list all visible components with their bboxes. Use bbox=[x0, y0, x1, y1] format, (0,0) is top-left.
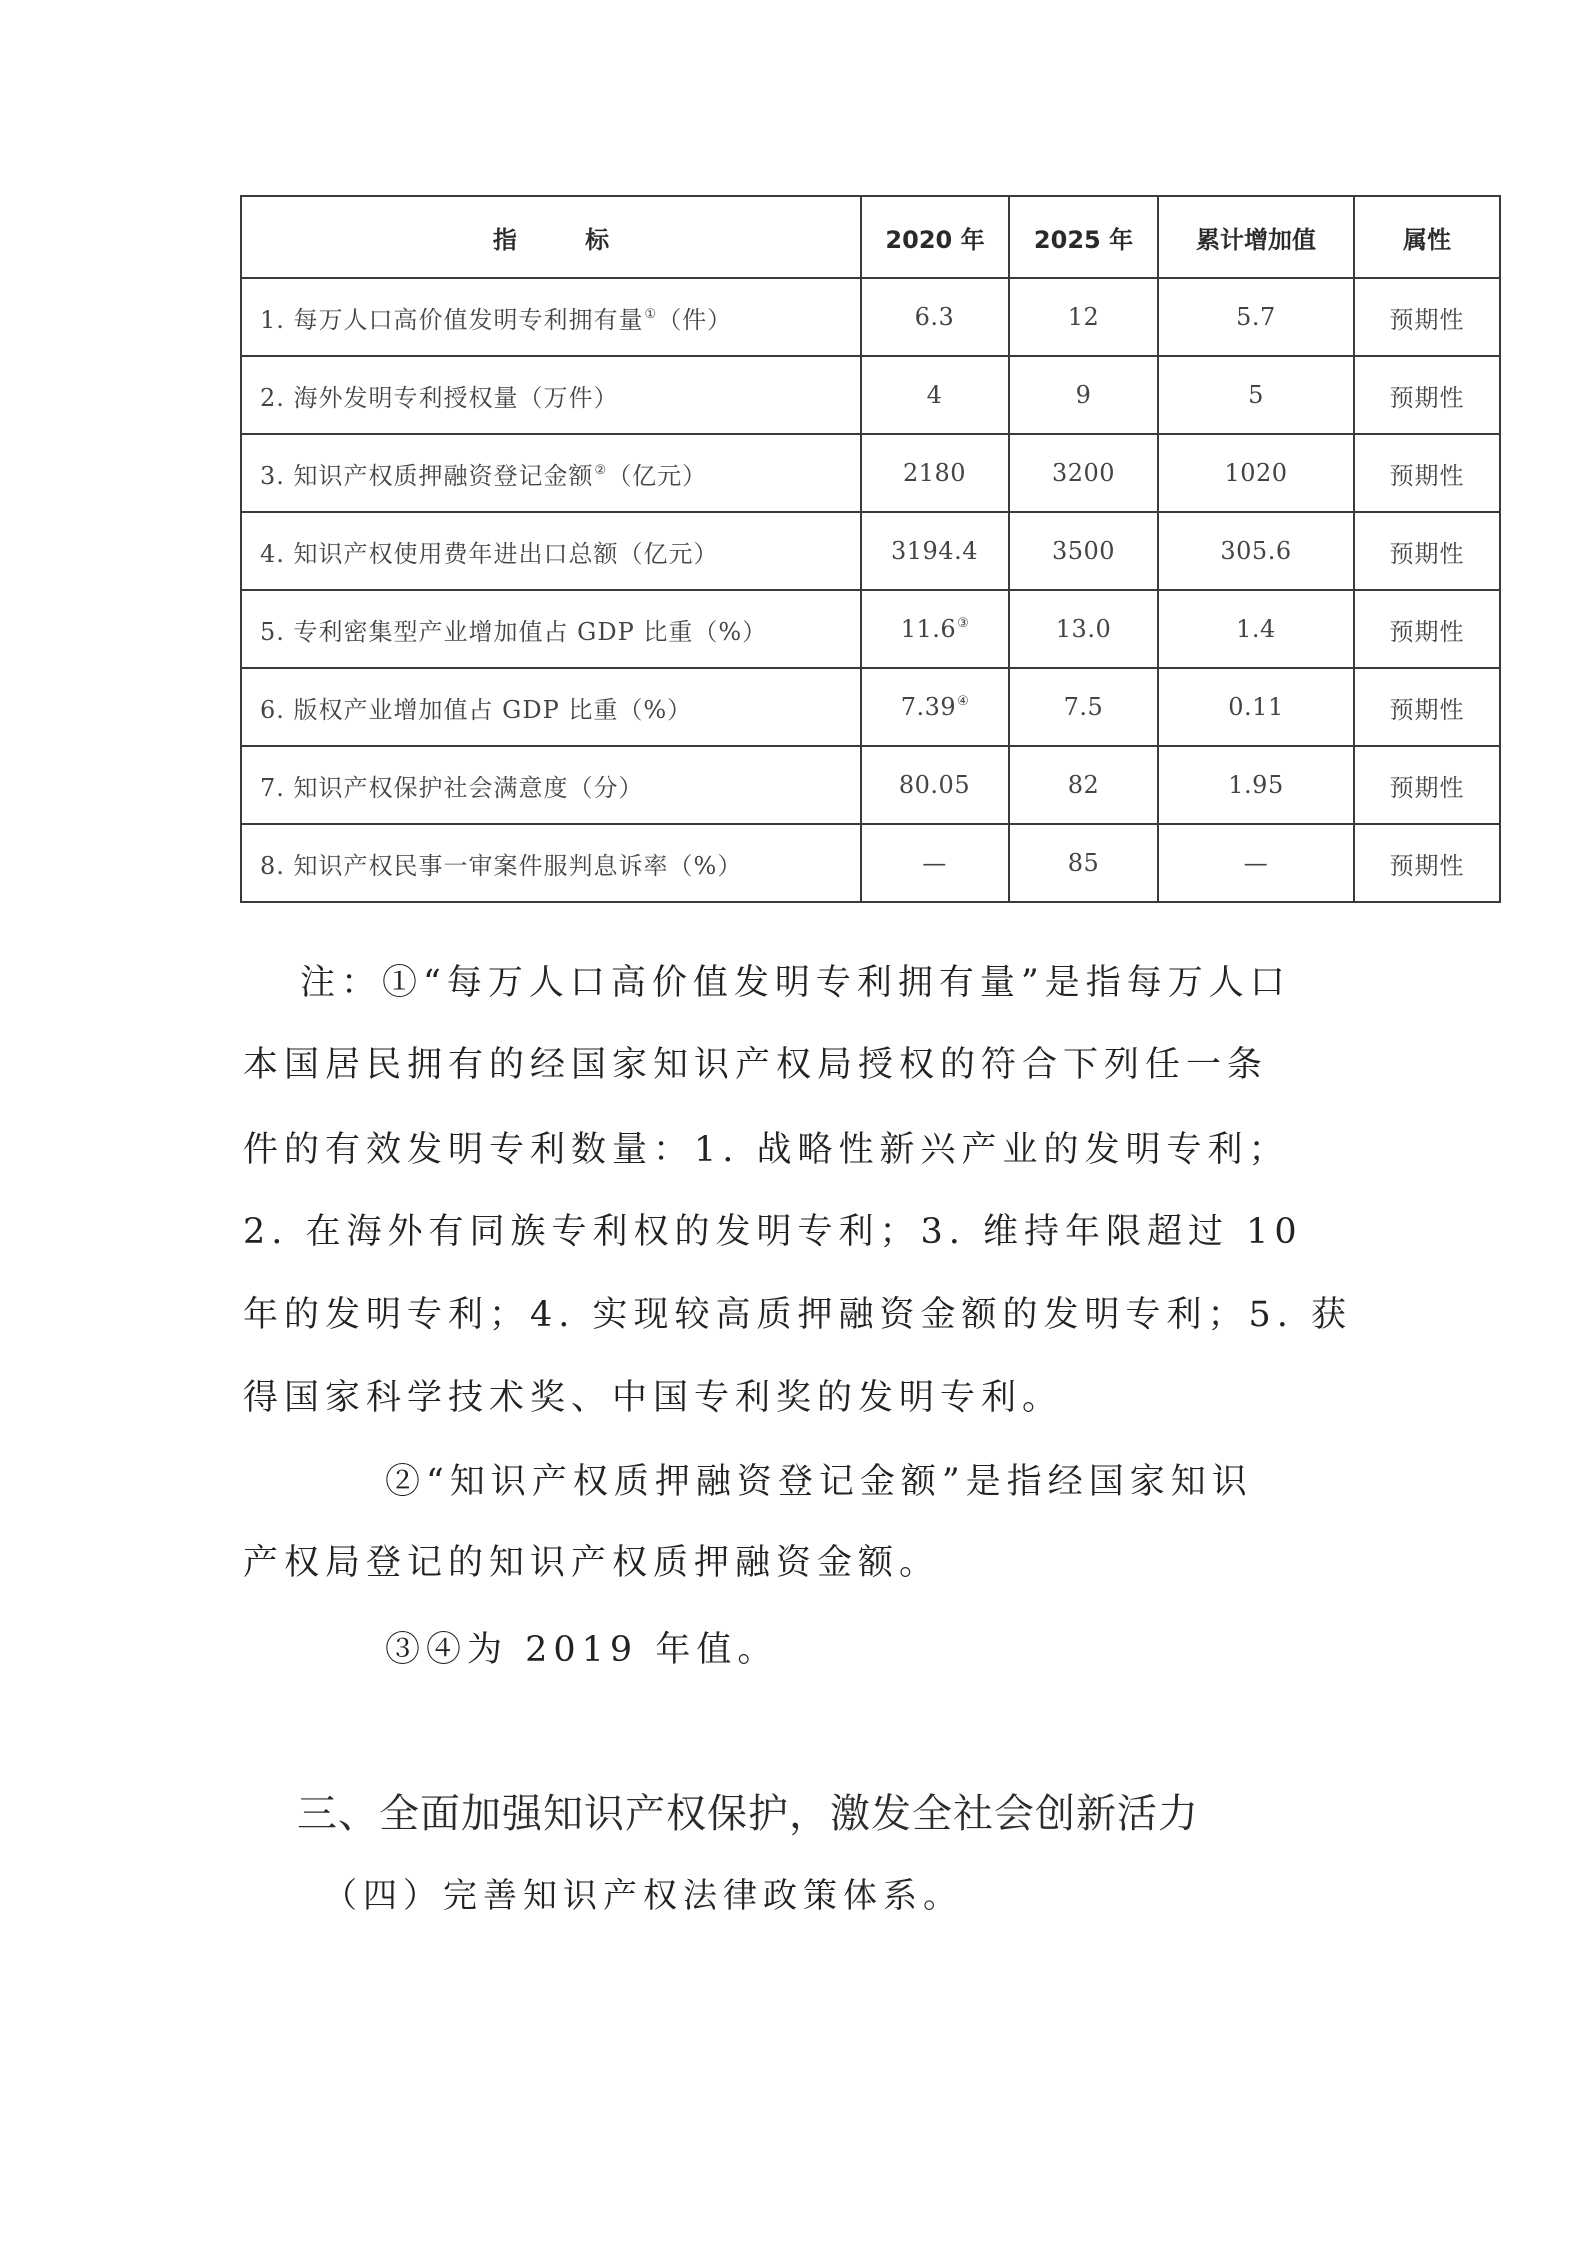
value-2025: 3500 bbox=[1009, 512, 1158, 590]
note-line: 件的有效发明专利数量：1. 战略性新兴产业的发明专利； bbox=[243, 1130, 1290, 1170]
value-attribute: 预期性 bbox=[1354, 746, 1500, 824]
value-attribute: 预期性 bbox=[1354, 824, 1500, 902]
value-2025: 3200 bbox=[1009, 434, 1158, 512]
value-attribute: 预期性 bbox=[1354, 668, 1500, 746]
note-line: 本国居民拥有的经国家知识产权局授权的符合下列任一条 bbox=[243, 1045, 1269, 1085]
value-cumulative: — bbox=[1158, 824, 1354, 902]
indicator-name: 3. 知识产权质押融资登记金额②（亿元） bbox=[241, 434, 861, 512]
indicator-name: 1. 每万人口高价值发明专利拥有量①（件） bbox=[241, 278, 861, 356]
value-2020: 6.3 bbox=[861, 278, 1009, 356]
indicator-name: 4. 知识产权使用费年进出口总额（亿元） bbox=[241, 512, 861, 590]
value-2025: 9 bbox=[1009, 356, 1158, 434]
note-line: 得国家科学技术奖、中国专利奖的发明专利。 bbox=[243, 1378, 1064, 1418]
indicator-name: 8. 知识产权民事一审案件服判息诉率（%） bbox=[241, 824, 861, 902]
value-attribute: 预期性 bbox=[1354, 512, 1500, 590]
value-cumulative: 5.7 bbox=[1158, 278, 1354, 356]
footnote-marker: ② bbox=[594, 462, 608, 478]
value-2020: — bbox=[861, 824, 1009, 902]
footnote-marker: ① bbox=[644, 306, 658, 322]
note-line: ③④为 2019 年值。 bbox=[385, 1630, 779, 1670]
value-cumulative: 305.6 bbox=[1158, 512, 1354, 590]
table-row bbox=[241, 824, 1500, 902]
value-2025: 12 bbox=[1009, 278, 1158, 356]
indicator-name: 2. 海外发明专利授权量（万件） bbox=[241, 356, 861, 434]
footnote-marker: ③ bbox=[957, 616, 970, 631]
table-row bbox=[241, 668, 1500, 746]
value-2020: 3194.4 bbox=[861, 512, 1009, 590]
table-row bbox=[241, 512, 1500, 590]
indicators-table bbox=[240, 195, 1501, 903]
value-cumulative: 1020 bbox=[1158, 434, 1354, 512]
table-row bbox=[241, 590, 1500, 668]
note-line: 注：①“每万人口高价值发明专利拥有量”是指每万人口 bbox=[300, 963, 1291, 1003]
indicator-name: 7. 知识产权保护社会满意度（分） bbox=[241, 746, 861, 824]
value-2020: 4 bbox=[861, 356, 1009, 434]
header-indicator: 指 标 bbox=[241, 196, 861, 278]
value-attribute: 预期性 bbox=[1354, 278, 1500, 356]
section-heading: 三、全面加强知识产权保护，激发全社会创新活力 bbox=[297, 1791, 1199, 1837]
note-line: 2. 在海外有同族专利权的发明专利；3. 维持年限超过 10 bbox=[243, 1212, 1303, 1252]
table-row bbox=[241, 356, 1500, 434]
value-cumulative: 1.4 bbox=[1158, 590, 1354, 668]
value-cumulative: 5 bbox=[1158, 356, 1354, 434]
value-cumulative: 1.95 bbox=[1158, 746, 1354, 824]
value-2025: 13.0 bbox=[1009, 590, 1158, 668]
header-attribute: 属性 bbox=[1354, 196, 1500, 278]
indicator-name: 5. 专利密集型产业增加值占 GDP 比重（%） bbox=[241, 590, 861, 668]
footnote-marker: ④ bbox=[957, 694, 970, 709]
value-2025: 7.5 bbox=[1009, 668, 1158, 746]
table-header-row bbox=[241, 196, 1500, 278]
note-line: ②“知识产权质押融资登记金额”是指经国家知识 bbox=[385, 1462, 1253, 1502]
value-2025: 82 bbox=[1009, 746, 1158, 824]
note-line: 产权局登记的知识产权质押融资金额。 bbox=[243, 1543, 941, 1583]
sub-heading: （四）完善知识产权法律政策体系。 bbox=[323, 1876, 963, 1916]
value-2025: 85 bbox=[1009, 824, 1158, 902]
value-2020: 11.6③ bbox=[861, 590, 1009, 668]
table-row bbox=[241, 278, 1500, 356]
value-2020: 80.05 bbox=[861, 746, 1009, 824]
value-attribute: 预期性 bbox=[1354, 434, 1500, 512]
header-cumulative: 累计增加值 bbox=[1158, 196, 1354, 278]
note-line: 年的发明专利；4. 实现较高质押融资金额的发明专利；5. 获 bbox=[243, 1295, 1353, 1335]
header-2020: 2020 年 bbox=[861, 196, 1009, 278]
value-cumulative: 0.11 bbox=[1158, 668, 1354, 746]
value-2020: 2180 bbox=[861, 434, 1009, 512]
table-row bbox=[241, 434, 1500, 512]
value-attribute: 预期性 bbox=[1354, 590, 1500, 668]
value-attribute: 预期性 bbox=[1354, 356, 1500, 434]
table-row bbox=[241, 746, 1500, 824]
indicator-name: 6. 版权产业增加值占 GDP 比重（%） bbox=[241, 668, 861, 746]
header-2025: 2025 年 bbox=[1009, 196, 1158, 278]
value-2020: 7.39④ bbox=[861, 668, 1009, 746]
